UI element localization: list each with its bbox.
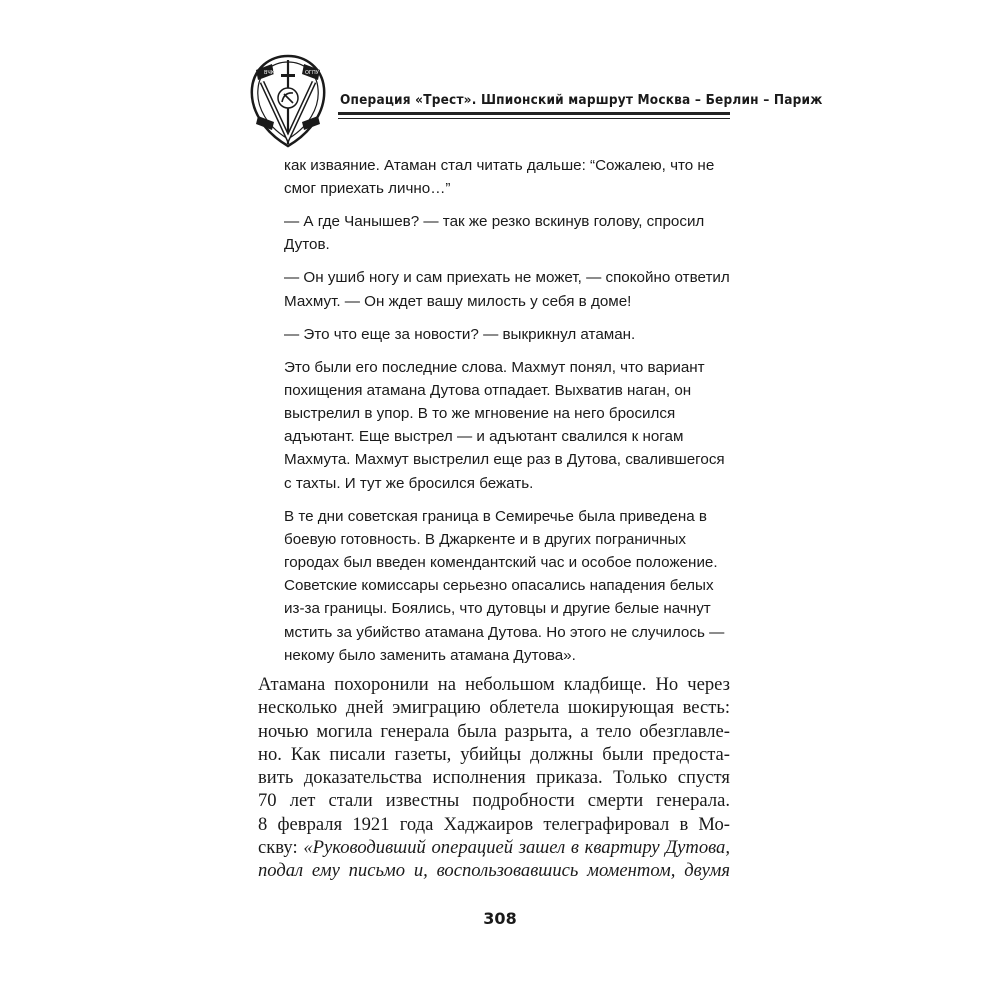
body-italic-text: подал ему письмо и, воспользовавшись моментом, двумя (258, 860, 730, 882)
body-line: вить доказательства исполнения приказа. Только спустя (258, 767, 730, 789)
running-title: Операция «Трест». Шпионский маршрут Москва – Берлин – Париж (340, 92, 823, 108)
body-text (258, 673, 730, 883)
quoted-passage (284, 154, 730, 677)
quote-paragraph: — Он ушиб ногу и сам приехать не может, — спокойно ответил Махмут. — Он ждет вашу милость у себя в доме! (284, 269, 730, 310)
body-line-mixed (258, 836, 730, 859)
quote-paragraph: В те дни советская граница в Семиречье была приведена в боевую готовность. В Джаркенте и в других пограничных городах был введен комендантский час и особое положение. Советские комиссары серьезно опасались нападения белых из-за границы. Боялись, что дутовцы и другие белые начнут мстить за убийство атамана Дутова. Но этого не случилось — некому было заменить атамана Дутова». (284, 507, 725, 664)
body-line-italic-part: «Руководивший операцией зашел в квартиру Дутова, (303, 837, 731, 859)
header-rule-thick (338, 112, 730, 115)
body-line-italic (258, 859, 730, 882)
body-line: Атамана похоронили на небольшом кладбище. Но через (258, 674, 730, 695)
body-line: 70 лет стали известны подробности смерти генерала. (258, 790, 730, 812)
quote-paragraph: Это были его последние слова. Махмут понял, что вариант похищения атамана Дутова отпадает. Выхватив наган, он выстрелил в упор. В то же мгновение на него бросился адъютант. Еще выстрел — и адъютант свалился к ногам Махмута. Махмут выстрелил еще раз в Дутова, свалившегося с тахты. И тут же бросился бежать. (284, 358, 725, 492)
emblem-ribbon-text-left: ВЧК (264, 70, 275, 76)
quote-paragraph: — Это что еще за новости? — выкрикнул атаман. (284, 325, 636, 343)
body-line: 8 февраля 1921 года Хаджаиров телеграфировал в Мо- (258, 813, 730, 835)
quote-paragraph: — А где Чанышев? — так же резко вскинув голову, спросил Дутов. (284, 213, 705, 254)
body-line: ночью могила генерала была разрыта, а тело обезглавле- (258, 720, 730, 742)
emblem-ribbon-text-right: ОГПУ (305, 70, 319, 76)
body-line-regular-part: скву: (258, 837, 304, 859)
cheka-emblem-icon (248, 52, 328, 150)
header-rule-thin (338, 118, 730, 119)
body-line: но. Как писали газеты, убийцы должны были предоста- (258, 743, 730, 765)
body-line: несколько дней эмиграцию облетела шокирующая весть: (258, 697, 730, 719)
quote-paragraph: как изваяние. Атаман стал читать дальше: “Сожалею, что не смог приехать лично…” (284, 157, 715, 198)
page-number: 308 (483, 909, 517, 928)
